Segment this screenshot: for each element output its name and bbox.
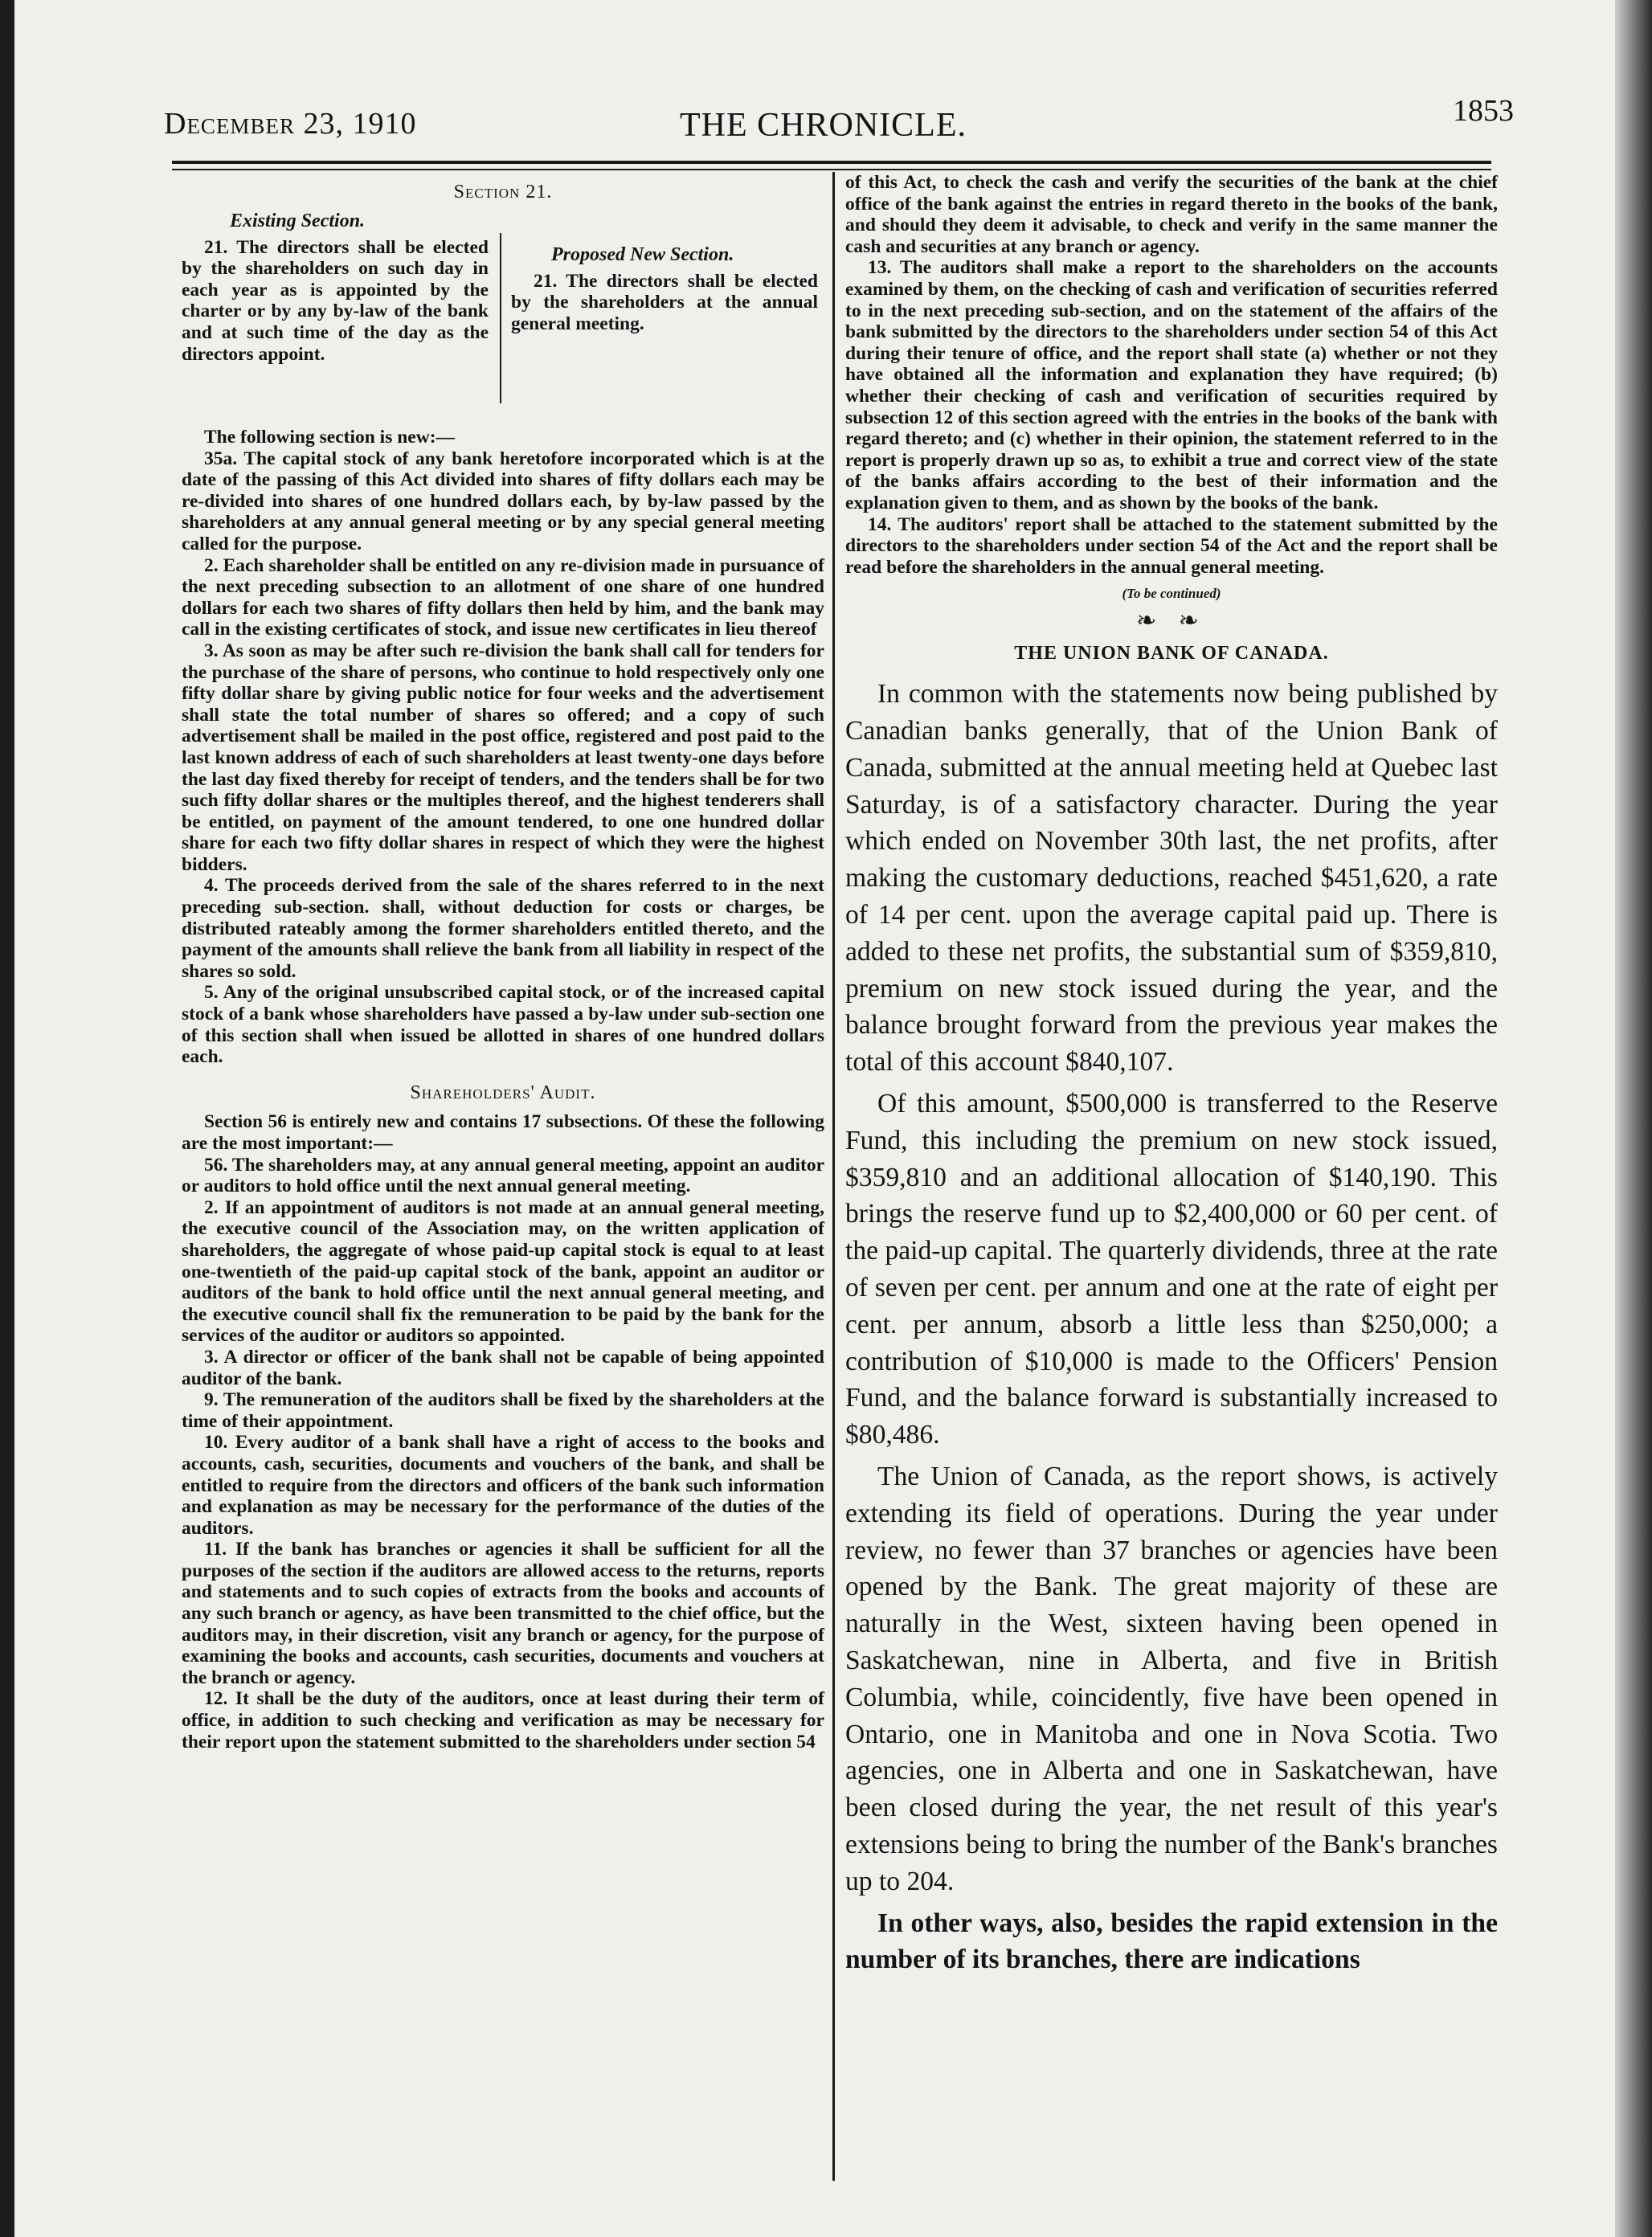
existing-section-heading: Existing Section.: [230, 211, 366, 231]
continued-text: [845, 172, 1498, 578]
paragraph: 56. The shareholders may, at any annual general meeting, appoint an auditor or auditors to hold office until the next annual general meeting.: [182, 1154, 824, 1197]
article-title: THE UNION BANK OF CANADA.: [1014, 643, 1329, 665]
header-rule: [172, 161, 1491, 164]
paragraph: In common with the statements now being published by Canadian banks generally, that of the Union Bank of Canada, submitted at the annual meeting held at Quebec last Saturday, is of a satisfactory character. During the year which ended on November 30th last, the net profits, after making the customary deductions, reached $451,620, a rate of 14 per cent. upon the average capital paid up. There is added to these net profits, the substantial sum of $359,810, premium on new stock issued during the year, and the balance brought forward from the previous year makes the total of this account $840,107.: [845, 679, 1498, 1078]
header-rule-thin: [172, 169, 1491, 170]
section-divider: [500, 233, 501, 403]
paragraph: 11. If the bank has branches or agencies it shall be sufficient for all the purposes of the section if the auditors are allowed access to the returns, reports and statements and to such copies of extracts from the books and accounts of any such branch or agency, as have been transmitted to the chief office, but the auditors may, in their discretion, visit any branch or agency, for the purpose of examining the books and accounts, cash securities, documents and vouchers at the branch or agency.: [182, 1539, 824, 1688]
section-21-comparison: [182, 182, 824, 427]
paragraph: 3. A director or officer of the bank shall not be capable of being appointed auditor of the bank.: [182, 1346, 824, 1389]
issue-date: December 23, 1910: [164, 107, 417, 141]
proposed-section-heading: Proposed New Section.: [551, 244, 734, 265]
proposed-section-text: 21. The directors shall be elected by the shareholders at the annual general meeting.: [511, 270, 818, 334]
ornament-icon: ❧ ❧: [1136, 607, 1207, 635]
paragraph: 12. It shall be the duty of the auditors, once at least during their term of office, in addition to such checking and verification as may be necessary for their report upon the statement submitted to the shareholders under section 54: [182, 1688, 824, 1752]
column-divider: [832, 172, 835, 2181]
paragraph: The following section is new:—: [204, 427, 456, 448]
paragraph: Section 56 is entirely new and contains 17 subsections. Of these the following are the most important:—: [182, 1111, 824, 1154]
paragraph: 4. The proceeds derived from the sale of the shares referred to in the next preceding sub-section. shall, without deduction for costs or charges, be distributed rateably among the former shareholders entitled thereto, and the payment of the amounts shall relieve the bank from all liability in respect of the shares so sold.: [182, 875, 824, 982]
paragraph: 13. The auditors shall make a report to the shareholders on the accounts examined by them, on the checking of cash and verification of securities referred to in the next preceding sub-section, and on the statement of the affairs of the bank submitted by the directors to the shareholders under section 54 of this Act during their tenure of office, and the report shall state (a) whether or not they have obtained all the information and explanation they have required; (b) whether their checking of cash and verification of securities required by subsection 12 of this section agreed with the entries in the books of the bank with regard thereto; and (c) whether in their opinion, the statement referred to in the report is properly drawn up so as, to exhibit a true and correct view of the state of the banks affairs according to the best of their information and the explanation given to them, and as shown by the books of the bank.: [845, 257, 1498, 513]
article-body: [845, 676, 1498, 1978]
paragraph: 3. As soon as may be after such re-division the bank shall call for tenders for the purchase of the share of persons, who continue to hold respectively only one fifty dollar share by giving public notice for four weeks and the advertisement shall state the total number of shares so offered; and a copy of such advertisement shall be mailed in the post office, registered and post paid to the last known address of each of such shareholders at least twenty-one days before the last day fixed thereby for receipt of tenders, and the tenders shall be for two such fifty dollar shares or the multiples thereof, and the highest tenderers shall be entitled, on payment of the amount tendered, to one one hundred dollar share for each two fifty dollar shares in respect of which they were the highest bidders.: [182, 640, 824, 875]
page-number: 1853: [1453, 94, 1514, 128]
paragraph: 2. If an appointment of auditors is not made at an annual general meeting, the executive council of the Association may, on the written application of shareholders, the aggregate of whose paid-up capital stock is equal to at least one-twentieth of the paid-up capital stock of the bank, appoint an auditor or auditors of the bank to hold office until the next annual general meeting, and the executive council shall fix the remuneration to be paid by the bank for the services of the auditor or auditors so appointed.: [182, 1196, 824, 1347]
paragraph: 14. The auditors' report shall be attached to the statement submitted by the directors to the shareholders under section 54 of the Act and the report shall be read before the shareholders in the annual general meeting.: [845, 513, 1498, 578]
paragraph: 9. The remuneration of the auditors shall be fixed by the shareholders at the time of their appointment.: [182, 1389, 824, 1432]
section-21-heading: Section 21.: [453, 182, 553, 202]
newspaper-page: [14, 0, 1633, 2237]
paragraph: In other ways, also, besides the rapid extension in the number of its branches, there are indications: [845, 1908, 1498, 1975]
paragraph: 35a. The capital stock of any bank heretofore incorporated which is at the date of the passing of this Act divided into shares of fifty dollars each may be re-divided into shares of one hundred dollars each, by by-law passed by the shareholders at any annual general meeting or by any special general meeting called for the purpose.: [182, 448, 824, 554]
paragraph: 10. Every auditor of a bank shall have a right of access to the books and accounts, cash, securities, documents and vouchers of the bank, and shall be entitled to require from the directors and officers of the bank such information and explanation as may be necessary for the performance of the duties of the auditors.: [182, 1432, 824, 1539]
to-be-continued-note: (To be continued): [1122, 586, 1221, 602]
paragraph: Of this amount, $500,000 is transferred to the Reserve Fund, this including the premium on new stock issued, $359,810 and an additional allocation of $140,190. This brings the reserve fund up to $2,400,000 or 60 per cent. of the paid-up capital. The quarterly dividends, three at the rate of seven per cent. per annum and one at the rate of eight per cent. per annum, absorb a little less than $250,000; a contribution of $10,000 is made to the Officers' Pension Fund, and the balance forward is substantially increased to $80,486.: [845, 1089, 1498, 1450]
masthead-title: THE CHRONICLE.: [680, 107, 967, 144]
paragraph: of this Act, to check the cash and verify the securities of the bank at the chief office of the bank against the entries in regard thereto in the books of the bank, and should they deem it advisable, to check and verify in the same manner the cash and securities at any branch or agency.: [845, 172, 1498, 257]
page-edge-shadow: [1615, 0, 1652, 2237]
paragraph: 2. Each shareholder shall be entitled on any re-division made in pursuance of the next preceding subsection to an allotment of one share of one hundred dollars for each two shares of fifty dollars then held by him, and the bank may call in the existing certificates of stock, and issue new certificates in lieu thereof: [182, 554, 824, 640]
paragraph: The Union of Canada, as the report shows, is actively extending its field of operations. During the year under review, no fewer than 37 branches or agencies have been opened by the Bank. The great majority of these are naturally in the West, sixteen having been opened in Saskatchewan, nine in Alberta, and five in British Columbia, while, coincidently, five have been opened in Ontario, one in Manitoba and one in Nova Scotia. Two agencies, one in Alberta and one in Saskatchewan, have been closed during the year, the net result of this year's extensions being to bring the number of the Bank's branches up to 204.: [845, 1462, 1498, 1896]
audit-heading: Shareholders' Audit.: [410, 1082, 596, 1103]
paragraph: 5. Any of the original unsubscribed capital stock, or of the increased capital stock of a bank whose shareholders have passed a by-law under sub-section one of this section shall when issued be allotted in shares of one hundred dollars each.: [182, 982, 824, 1068]
proposed-section: [511, 244, 818, 334]
left-column: [182, 182, 824, 1752]
existing-section: [182, 211, 489, 365]
existing-section-text: 21. The directors shall be elected by the shareholders on such day in each year as is appointed by the charter or by any by-law of the bank and at such time of the day as the directors appoint.: [182, 236, 489, 365]
right-column: [845, 172, 1498, 1983]
